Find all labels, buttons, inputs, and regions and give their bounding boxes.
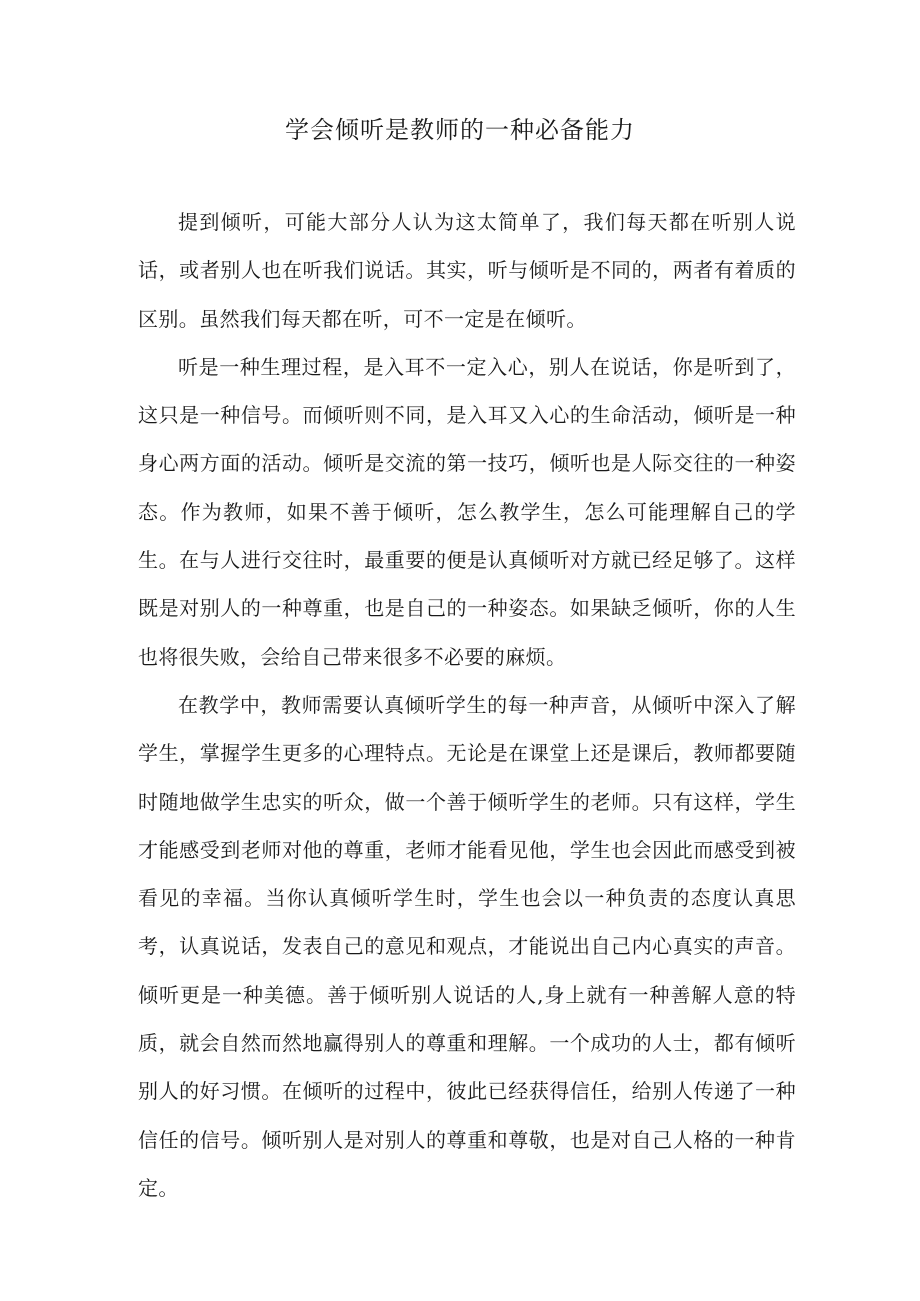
document-body [138, 198, 796, 1212]
paragraph-1: 提到倾听，可能大部分人认为这太简单了，我们每天都在听别人说话，或者别人也在听我们说话。其实，听与倾听是不同的，两者有着质的区别。虽然我们每天都在听，可不一定是在倾听。 [138, 210, 796, 331]
document-title: 学会倾听是教师的一种必备能力 [285, 116, 635, 144]
paragraph-2: 听是一种生理过程，是入耳不一定入心，别人在说话，你是听到了，这只是一种信号。而倾听则不同，是入耳又入心的生命活动，倾听是一种身心两方面的活动。倾听是交流的第一技巧，倾听也是人际交往的一种姿态。作为教师，如果不善于倾听，怎么教学生，怎么可能理解自己的学生。在与人进行交往时，最重要的便是认真倾听对方就已经足够了。这样既是对别人的一种尊重，也是自己的一种姿态。如果缺乏倾听，你的人生也将很失败，会给自己带来很多不必要的麻烦。 [138, 354, 796, 669]
paragraph-3: 在教学中，教师需要认真倾听学生的每一种声音，从倾听中深入了解学生，掌握学生更多的心理特点。无论是在课堂上还是课后，教师都要随时随地做学生忠实的听众，做一个善于倾听学生的老师。只有这样，学生才能感受到老师对他的尊重，老师才能看见他，学生也会因此而感受到被看见的幸福。当你认真倾听学生时，学生也会以一种负责的态度认真思考，认真说话，发表自己的意见和观点，才能说出自己内心真实的声音。倾听更是一种美德。善于倾听别人说话的人,身上就有一种善解人意的特质，就会自然而然地赢得别人的尊重和理解。一个成功的人士，都有倾听别人的好习惯。在倾听的过程中，彼此已经获得信任，给别人传递了一种信任的信号。倾听别人是对别人的尊重和尊敬，也是对自己人格的一种肯定。 [138, 692, 796, 1200]
